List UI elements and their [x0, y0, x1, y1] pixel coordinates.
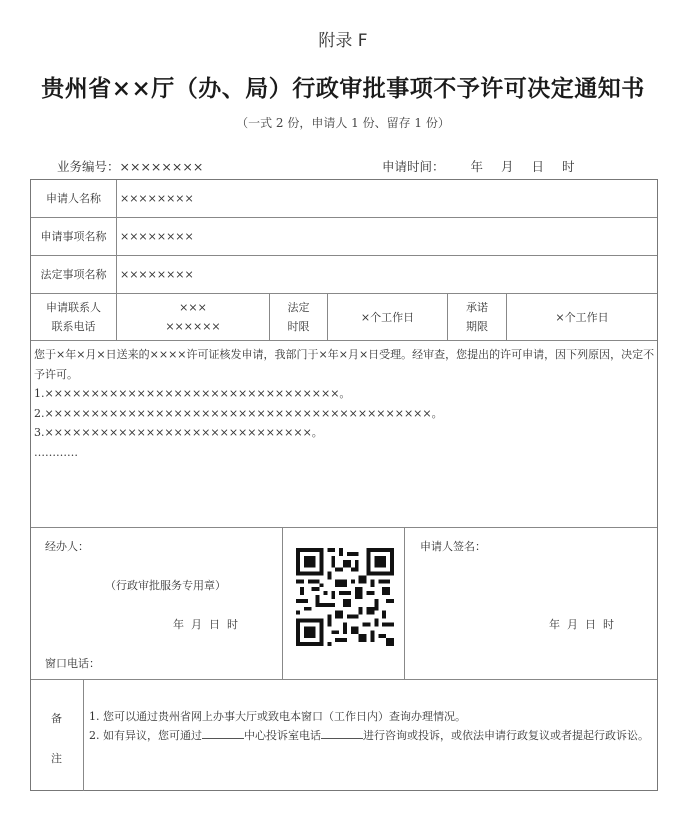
applicant-sign-date: 年 月 日 时: [549, 618, 614, 631]
business-number: [57, 157, 203, 175]
apply-time-year: 年: [470, 159, 484, 174]
notes-label-1: 备: [51, 712, 62, 725]
contact-label-line1: 申请联系人: [46, 301, 101, 314]
applicant-name-value: ××××××××: [120, 192, 194, 205]
legal-limit-label-line2: 时限: [287, 320, 310, 333]
applicant-sign-label: 申请人签名：: [420, 540, 486, 553]
promise-limit-label-line1: 承诺: [466, 301, 488, 314]
row-divider: [31, 217, 657, 218]
reason-ellipsis: …………: [34, 445, 78, 459]
document-subtitle: （一式 2 份，申请人 1 份、留存 1 份）: [236, 116, 450, 130]
handler-date: 年 月 日 时: [173, 618, 238, 631]
contact-value: [117, 294, 269, 340]
window-phone-label: 窗口电话：: [45, 657, 100, 670]
row-divider: [31, 679, 657, 680]
form-table: [30, 179, 658, 791]
note-line-2-part-c: 进行咨询或投诉，或依法申请行政复议或者提起行政诉讼。: [363, 729, 649, 742]
decision-body: [34, 345, 656, 462]
note-line-1: 1. 您可以通过贵州省网上办事大厅或致电本窗口（工作日内）查询办理情况。: [89, 710, 466, 723]
col-divider: [83, 679, 84, 791]
note-line-2-part-b: 中心投诉室电话: [244, 729, 321, 742]
legal-limit-value: ×个工作日: [360, 310, 415, 324]
contact-value-line1: ×××: [179, 301, 207, 314]
business-number-label: 业务编号：: [57, 159, 120, 174]
promise-limit-label: [448, 294, 506, 340]
reason-item: 1.××××××××××××××××××××××××××××××××。: [34, 387, 351, 400]
apply-time: [382, 157, 575, 175]
contact-value-line2: ××××××: [165, 320, 221, 333]
phone-blank: [202, 727, 244, 739]
legal-limit-label-line1: 法定: [287, 301, 310, 314]
phone-blank: [321, 727, 363, 739]
document-title: 贵州省××厅（办、局）行政审批事项不予许可决定通知书: [41, 75, 645, 102]
qr-code-icon: [296, 548, 394, 646]
apply-item-value: ××××××××: [120, 230, 194, 243]
apply-time-day: 日: [531, 159, 545, 174]
notes-content: [89, 707, 657, 745]
contact-label-line2: 联系电话: [51, 320, 96, 333]
promise-limit-label-line2: 期限: [466, 320, 488, 333]
apply-time-hour: 时: [562, 159, 575, 174]
row-divider: [31, 340, 657, 341]
promise-limit-value: ×个工作日: [555, 310, 609, 324]
apply-time-label: 申请时间：: [382, 159, 445, 174]
legal-item-label: 法定事项名称: [40, 268, 107, 281]
apply-time-month: 月: [501, 159, 514, 174]
reason-item: 2.××××××××××××××××××××××××××××××××××××××××××。: [34, 406, 443, 420]
legal-item-value: ××××××××: [120, 268, 194, 281]
legal-limit-label: [270, 294, 327, 340]
meta-row: [30, 157, 658, 177]
business-number-value: ××××××××: [119, 159, 204, 174]
contact-label: [31, 294, 116, 340]
note-line-2: [89, 726, 657, 745]
reason-item: 3.×××××××××××××××××××××××××××××。: [34, 426, 323, 439]
row-divider: [31, 255, 657, 256]
row-divider: [31, 527, 657, 528]
notes-label-2: 注: [51, 752, 62, 765]
col-divider: [282, 527, 283, 679]
note-line-2-part-a: 2. 如有异议，您可通过: [89, 729, 202, 742]
handler-label: 经办人：: [45, 540, 89, 553]
seal-label: （行政审批服务专用章）: [105, 579, 226, 592]
col-divider: [404, 527, 405, 679]
decision-intro: 您于×年×月×日送来的××××许可证核发申请，我部门于×年×月×日受理。经审查，您提出的许可申请，因下列原因，决定不予许可。: [34, 348, 655, 381]
appendix-label: 附录 F: [318, 31, 368, 51]
applicant-name-label: 申请人名称: [46, 192, 101, 205]
apply-item-label: 申请事项名称: [40, 230, 107, 243]
